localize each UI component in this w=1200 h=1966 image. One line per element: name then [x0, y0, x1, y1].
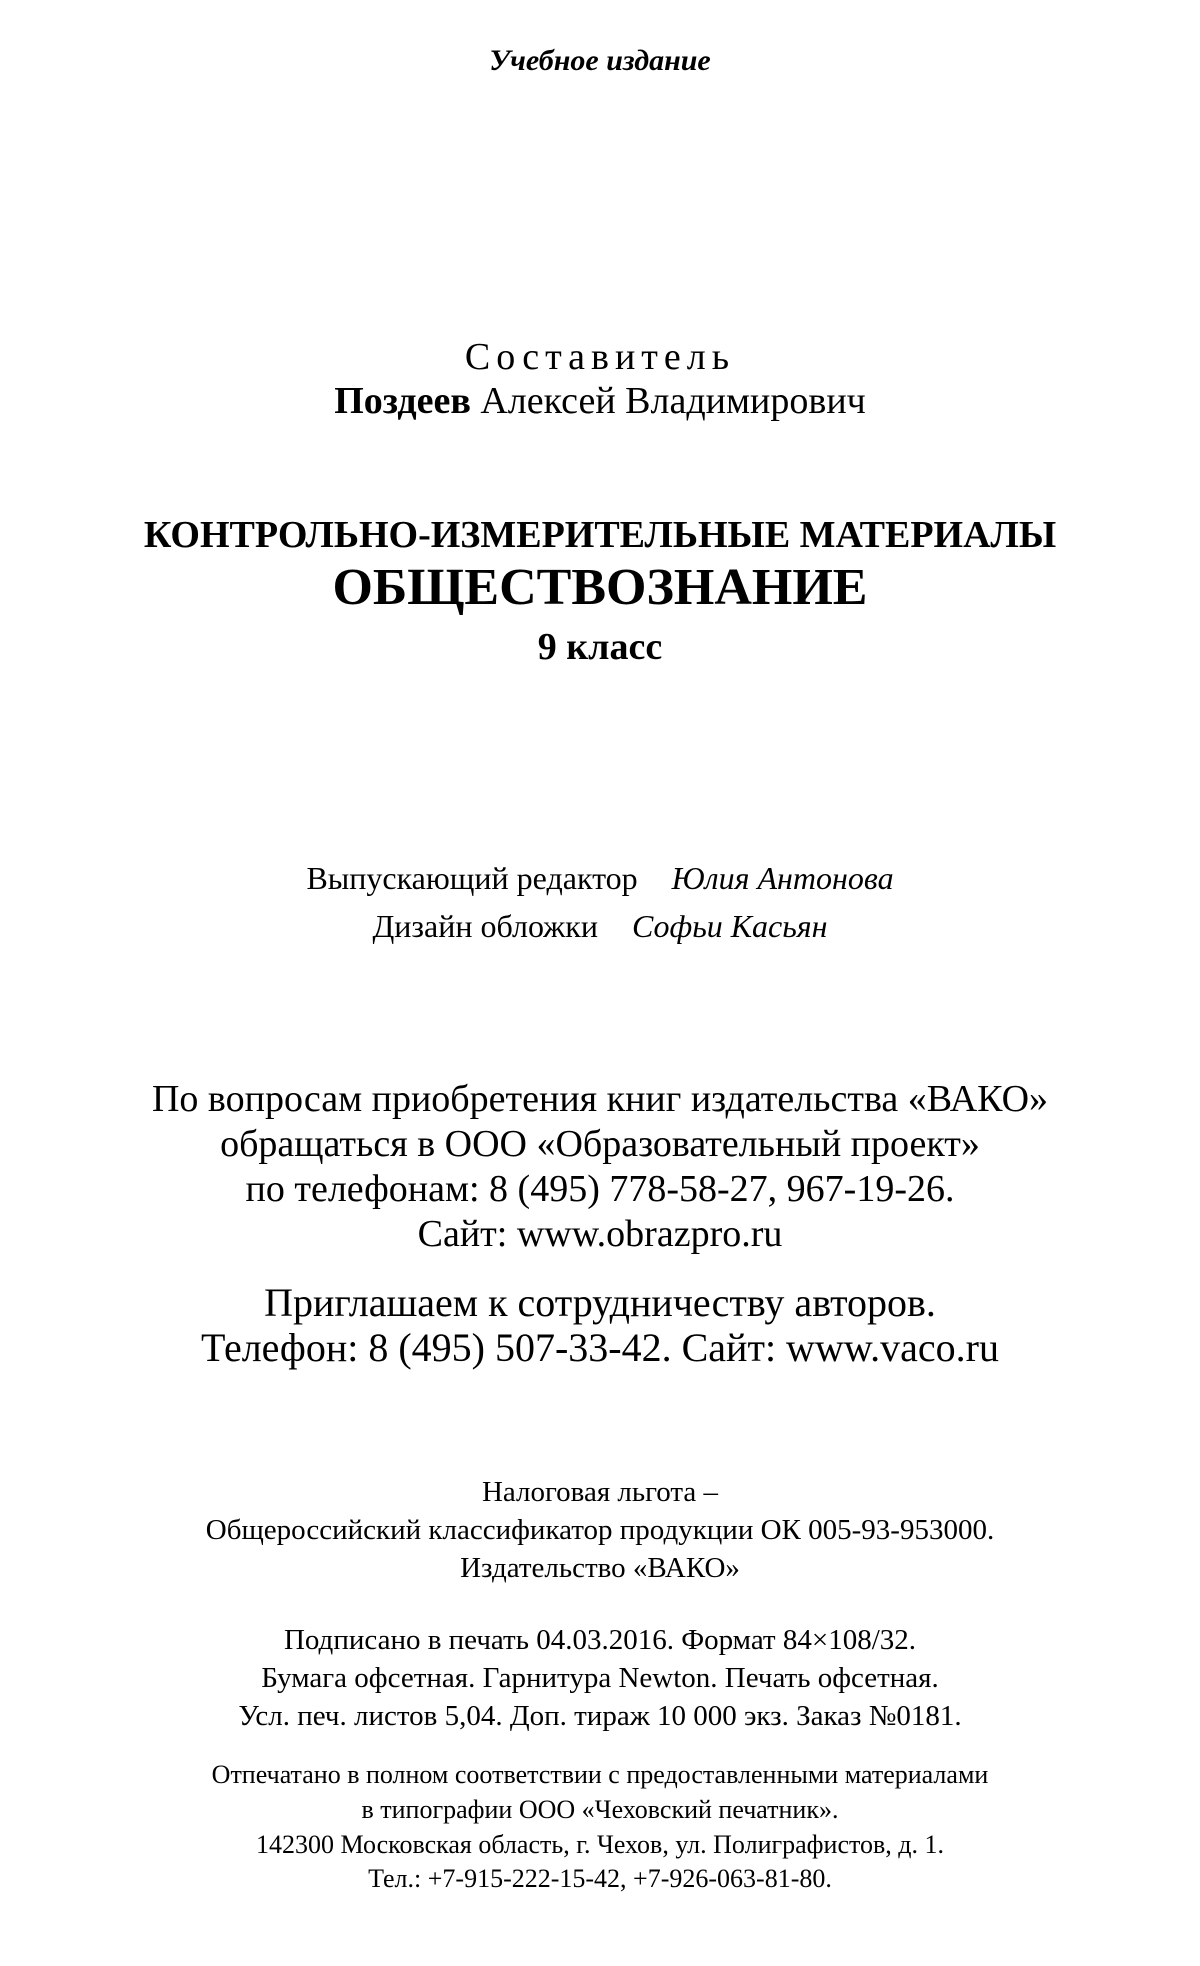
editor-role: Выпускающий редактор — [306, 860, 638, 896]
invitation-line-1: Приглашаем к сотрудничеству авторов. — [264, 1280, 936, 1325]
edition-type: Учебное издание — [489, 44, 711, 77]
ordering-line-1: По вопросам приобретения книг издательства «ВАКО» — [151, 1078, 1049, 1120]
compiler-label: Составитель — [464, 336, 736, 378]
design-role: Дизайн обложки — [372, 908, 598, 944]
tax-line-3: Издательство «ВАКО» — [460, 1552, 740, 1584]
printer-line-2: в типографии ООО «Чеховский печатник». — [361, 1795, 839, 1824]
title-kim: КОНТРОЛЬНО-ИЗМЕРИТЕЛЬНЫЕ МАТЕРИАЛЫ — [143, 514, 1057, 556]
print-info-line-1: Подписано в печать 04.03.2016. Формат 84×108/32. — [283, 1624, 917, 1656]
editor-name: Юлия Антонова — [671, 860, 894, 896]
credit-design — [0, 910, 1200, 942]
invitation-line-2: Телефон: 8 (495) 507-33-42. Сайт: www.vaco.ru — [201, 1325, 999, 1370]
credit-editor — [0, 862, 1200, 894]
title-grade: 9 класс — [537, 626, 663, 668]
ordering-line-2: обращаться в ООО «Образовательный проект» — [220, 1123, 980, 1165]
tax-line-1: Налоговая льгота – — [481, 1476, 719, 1508]
printer-address: 142300 Московская область, г. Чехов, ул. Полиграфистов, д. 1. — [255, 1830, 945, 1859]
ordering-site: Сайт: www.obrazpro.ru — [417, 1213, 783, 1255]
design-name: Софьи Касьян — [631, 908, 828, 944]
print-info-line-3: Усл. печ. листов 5,04. Доп. тираж 10 000 экз. Заказ №0181. — [238, 1700, 962, 1732]
title-subject: ОБЩЕСТВОЗНАНИЕ — [332, 559, 868, 616]
compiler-given-names: Алексей Владимирович — [480, 380, 866, 422]
tax-line-2: Общероссийский классификатор продукции ОК 005-93-953000. — [205, 1514, 995, 1546]
ordering-phones: по телефонам: 8 (495) 778-58-27, 967-19-26. — [245, 1168, 955, 1210]
printer-phones: Тел.: +7-915-222-15-42, +7-926-063-81-80. — [368, 1864, 832, 1893]
compiler-surname: Поздеев — [334, 380, 471, 422]
printer-line-1: Отпечатано в полном соответствии с предоставленными материалами — [211, 1760, 989, 1789]
compiler-name — [0, 382, 1200, 420]
print-info-line-2: Бумага офсетная. Гарнитура Newton. Печать офсетная. — [261, 1662, 939, 1694]
